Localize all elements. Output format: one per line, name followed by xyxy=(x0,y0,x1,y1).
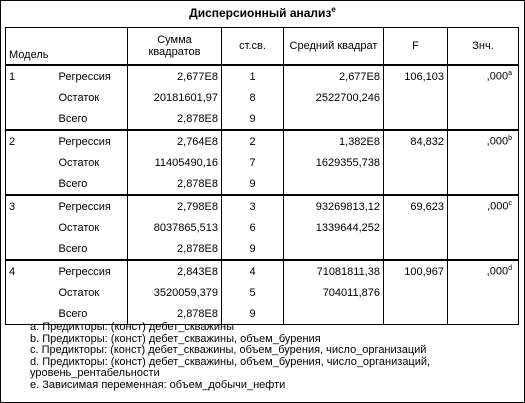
df-cell: 9 xyxy=(222,108,284,130)
table-title-text: Дисперсионный анализ xyxy=(189,6,332,20)
f-cell xyxy=(384,152,448,173)
df-cell: 5 xyxy=(222,282,284,303)
df-cell: 4 xyxy=(222,260,284,282)
sig-cell xyxy=(448,173,519,195)
mean-square-cell: 2,677E8 xyxy=(284,65,384,87)
sum-squares-cell: 2,878E8 xyxy=(128,173,222,195)
sum-squares-cell: 2,843E8 xyxy=(128,260,222,282)
footnote-d-continued: уровень_рентабельности xyxy=(30,367,160,380)
mean-square-cell: 1339644,252 xyxy=(284,217,384,238)
footnote-c: c. Предикторы: (конст) дебет_скважины, объем_бурения, число_организаций xyxy=(30,344,427,357)
df-cell: 9 xyxy=(222,238,284,260)
mean-square-cell: 93269813,12 xyxy=(284,195,384,217)
f-cell: 100,967 xyxy=(384,260,448,282)
header-sum-squares: Сумма квадратов xyxy=(128,28,222,66)
model-id-cell: 1 xyxy=(6,65,56,87)
header-f: F xyxy=(384,28,448,66)
f-cell xyxy=(384,108,448,130)
table-row xyxy=(6,260,519,282)
model-id-cell xyxy=(6,217,56,238)
title-footnote-mark: e xyxy=(331,5,336,14)
row-label-cell: Остаток xyxy=(56,152,128,173)
sig-cell: ,000$^d$ xyxy=(448,260,519,282)
df-cell: 9 xyxy=(222,303,284,325)
sum-squares-cell: 2,878E8 xyxy=(128,303,222,325)
df-cell: 3 xyxy=(222,195,284,217)
row-label-cell: Всего xyxy=(56,238,128,260)
df-cell: 2 xyxy=(222,130,284,152)
row-label-cell: Всего xyxy=(56,173,128,195)
anova-table xyxy=(5,27,519,325)
row-label-cell: Регрессия xyxy=(56,130,128,152)
sig-cell xyxy=(448,303,519,325)
header-df: ст.св. xyxy=(222,28,284,66)
row-label-cell: Остаток xyxy=(56,282,128,303)
mean-square-cell xyxy=(284,173,384,195)
table-row xyxy=(6,130,519,152)
footnotes xyxy=(30,322,430,392)
df-cell: 6 xyxy=(222,217,284,238)
model-id-cell xyxy=(6,152,56,173)
f-cell xyxy=(384,282,448,303)
row-label-cell: Регрессия xyxy=(56,195,128,217)
footnote-e: e. Зависимая переменная: объем_добычи_нефти xyxy=(30,378,286,391)
footnote-b: b. Предикторы: (конст) дебет_скважины, объем_бурения xyxy=(30,332,321,345)
sum-squares-cell: 20181601,97 xyxy=(128,87,222,108)
df-cell: 7 xyxy=(222,152,284,173)
f-cell xyxy=(384,238,448,260)
model-id-cell: 2 xyxy=(6,130,56,152)
row-label-cell: Остаток xyxy=(56,217,128,238)
model-id-cell xyxy=(6,282,56,303)
model-id-cell xyxy=(6,108,56,130)
table-row xyxy=(6,108,519,130)
model-id-cell xyxy=(6,238,56,260)
sig-cell xyxy=(448,108,519,130)
table-row xyxy=(6,217,519,238)
f-cell: 69,623 xyxy=(384,195,448,217)
f-cell: 84,832 xyxy=(384,130,448,152)
sig-cell xyxy=(448,87,519,108)
mean-square-cell: 1,382E8 xyxy=(284,130,384,152)
sum-squares-cell: 11405490,16 xyxy=(128,152,222,173)
model-id-cell: 4 xyxy=(6,260,56,282)
footnote-d: d. Предикторы: (конст) дебет_скважины, объем_бурения, число_организаций, xyxy=(30,355,431,368)
sig-cell xyxy=(448,282,519,303)
sum-squares-cell: 8037865,513 xyxy=(128,217,222,238)
table-row xyxy=(6,87,519,108)
table-title xyxy=(0,5,525,20)
f-cell xyxy=(384,173,448,195)
df-cell: 8 xyxy=(222,87,284,108)
sig-cell: ,000$^c$ xyxy=(448,195,519,217)
model-id-cell xyxy=(6,87,56,108)
table-row xyxy=(6,238,519,260)
mean-square-cell xyxy=(284,238,384,260)
f-cell xyxy=(384,87,448,108)
footnote-a: a. Предикторы: (конст) дебет_скважины xyxy=(30,321,234,333)
header-row xyxy=(6,28,519,66)
table-row xyxy=(6,282,519,303)
table-row xyxy=(6,195,519,217)
row-label-cell: Всего xyxy=(56,303,128,325)
row-label-cell: Регрессия xyxy=(56,65,128,87)
sig-cell xyxy=(448,217,519,238)
header-model: Модель xyxy=(6,28,56,66)
df-cell: 1 xyxy=(222,65,284,87)
sig-cell xyxy=(448,238,519,260)
mean-square-cell: 1629355,738 xyxy=(284,152,384,173)
row-label-cell: Всего xyxy=(56,108,128,130)
model-id-cell: 3 xyxy=(6,195,56,217)
sum-squares-cell: 2,798E8 xyxy=(128,195,222,217)
df-cell: 9 xyxy=(222,173,284,195)
row-label-cell: Регрессия xyxy=(56,260,128,282)
header-sig: Знч. xyxy=(448,28,519,66)
mean-square-cell xyxy=(284,108,384,130)
row-label-cell: Остаток xyxy=(56,87,128,108)
f-cell xyxy=(384,217,448,238)
sum-squares-cell: 3520059,379 xyxy=(128,282,222,303)
mean-square-cell: 704011,876 xyxy=(284,282,384,303)
header-row-label xyxy=(56,28,128,66)
sum-squares-cell: 2,677E8 xyxy=(128,65,222,87)
table-row xyxy=(6,152,519,173)
mean-square-cell: 71081811,38 xyxy=(284,260,384,282)
sig-cell xyxy=(448,152,519,173)
table-row xyxy=(6,173,519,195)
f-cell: 106,103 xyxy=(384,65,448,87)
sum-squares-cell: 2,878E8 xyxy=(128,108,222,130)
sig-cell: ,000$^b$ xyxy=(448,130,519,152)
table-row xyxy=(6,65,519,87)
sum-squares-cell: 2,878E8 xyxy=(128,238,222,260)
sum-squares-cell: 2,764E8 xyxy=(128,130,222,152)
sig-cell: ,000$^a$ xyxy=(448,65,519,87)
header-mean-square: Средний квадрат xyxy=(284,28,384,66)
model-id-cell xyxy=(6,173,56,195)
mean-square-cell: 2522700,246 xyxy=(284,87,384,108)
